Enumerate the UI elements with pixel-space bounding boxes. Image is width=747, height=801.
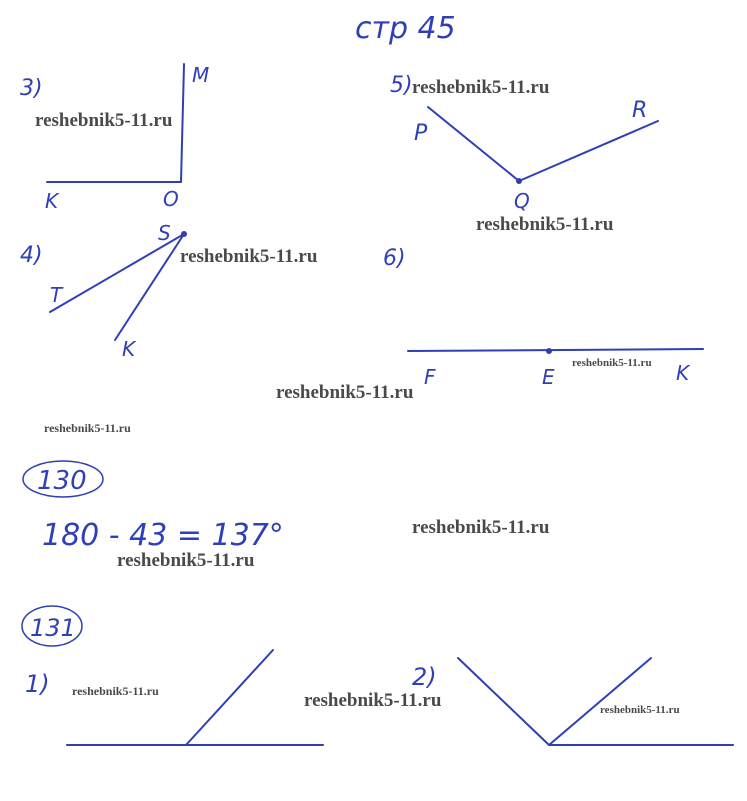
- vertex-4-s: [181, 231, 187, 237]
- label-3-o: O: [163, 187, 179, 211]
- exercise-130-equation: 180 - 43 = 137°: [42, 518, 284, 553]
- label-4-s: S: [158, 221, 171, 245]
- vertex-6-e: [546, 348, 552, 354]
- watermark: reshebnik5-11.ru: [180, 246, 318, 267]
- watermark: reshebnik5-11.ru: [276, 382, 414, 403]
- angle-131-2-ray-left: [458, 658, 549, 745]
- exercise-130-badge: 130: [37, 466, 87, 496]
- problem-4-number: 4): [20, 243, 43, 268]
- watermark: reshebnik5-11.ru: [72, 684, 159, 698]
- angle-3-ray-om: [181, 64, 184, 182]
- watermark: reshebnik5-11.ru: [476, 214, 614, 235]
- watermark: reshebnik5-11.ru: [572, 357, 652, 369]
- angle-6-straight-line: [408, 349, 703, 351]
- problem-3-number: 3): [20, 76, 43, 101]
- angle-4-ray-st: [50, 234, 184, 312]
- label-5-r: R: [632, 98, 648, 123]
- watermark: reshebnik5-11.ru: [304, 690, 442, 711]
- watermark: reshebnik5-11.ru: [600, 704, 680, 716]
- label-6-e: E: [542, 365, 555, 389]
- label-6-k: K: [676, 361, 690, 385]
- label-3-m: M: [192, 63, 210, 87]
- angle-131-2-ray-right: [549, 658, 651, 745]
- label-6-f: F: [424, 365, 436, 389]
- exercise-131-badge: 131: [30, 614, 76, 642]
- angle-5-ray-qp: [428, 107, 519, 181]
- exercise-131-part2: 2): [412, 663, 437, 691]
- exercise-131-part1: 1): [25, 670, 50, 698]
- watermark: reshebnik5-11.ru: [117, 550, 255, 571]
- label-4-k: K: [122, 337, 136, 361]
- watermark: reshebnik5-11.ru: [412, 77, 550, 98]
- label-4-t: T: [50, 283, 63, 307]
- watermark: reshebnik5-11.ru: [35, 110, 173, 131]
- watermark: reshebnik5-11.ru: [44, 421, 131, 435]
- label-3-k: K: [45, 189, 59, 213]
- label-5-p: P: [414, 121, 428, 146]
- problem-6-number: 6): [383, 246, 406, 271]
- angle-4-ray-sk: [115, 234, 184, 340]
- page-header: стр 45: [355, 11, 456, 46]
- problem-5-number: 5): [390, 73, 413, 98]
- angle-131-1-ray: [186, 650, 273, 745]
- label-5-q: Q: [514, 189, 530, 213]
- angle-5-ray-qr: [519, 121, 658, 181]
- watermark: reshebnik5-11.ru: [412, 517, 550, 538]
- vertex-5-q: [516, 178, 522, 184]
